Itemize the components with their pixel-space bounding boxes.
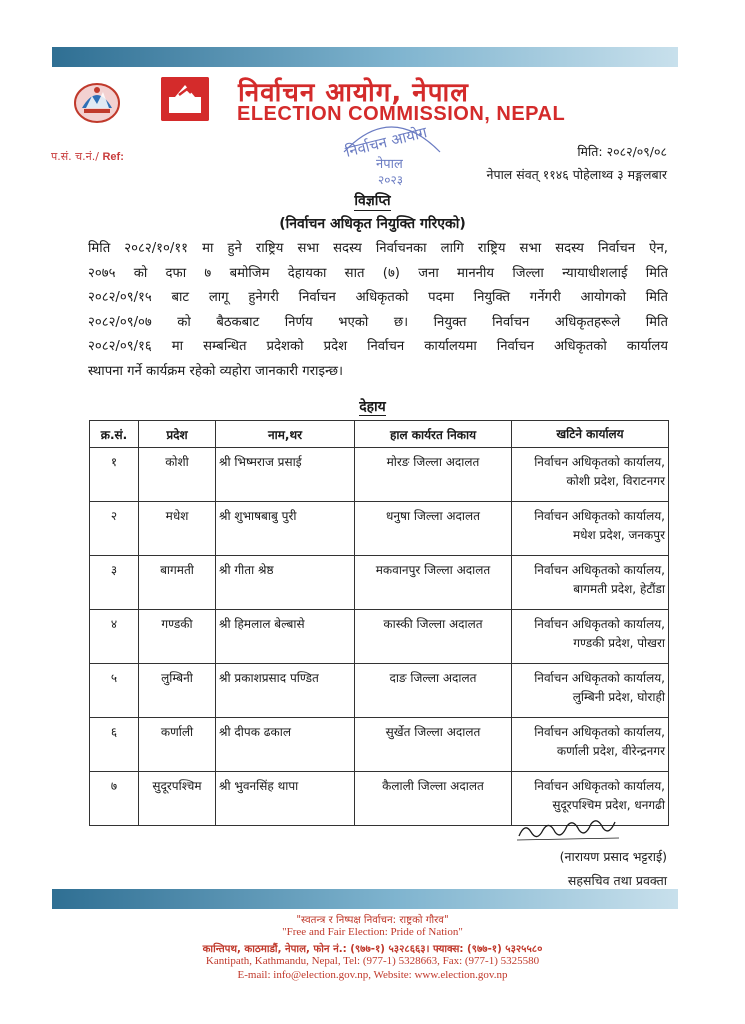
table-header-row [90,421,669,448]
cell-current-office-line: सुर्खेत जिल्ला अदालत [385,725,481,739]
cell-name-line: श्री प्रकाशप्रसाद पण्डित [219,671,319,685]
stamp-line-3: २०२३ [378,173,403,187]
org-name-nepali: निर्वाचन आयोग, नेपाल [238,78,469,108]
body-line: २०८२/०९/०७ को बैठकबाट निर्णय भएको छ। नियुक्त निर्वाचन अधिकृतहरूले मिति [88,314,668,330]
notice-title [0,191,745,210]
cell-current-office-line: मकवानपुर जिल्ला अदालत [375,563,491,577]
cell-name [216,772,355,826]
signer-title: सहसचिव तथा प्रवक्ता [567,873,667,888]
cell-assigned-office [512,502,669,556]
cell-province [139,718,216,772]
stamp-line-2: नेपाल [376,157,403,172]
table-row [90,664,669,718]
cell-province [139,556,216,610]
cell-serial-line: ३ [110,563,118,577]
body-line: स्थापना गर्ने कार्यक्रम रहेको व्यहोरा जानकारी गराइन्छ। [88,363,343,379]
nepal-sambat-line: नेपाल संवत् ११४६ पोहेलाथ्व ३ मङ्गलबार [486,167,667,182]
footer-motto-english: "Free and Fair Election: Pride of Nation" [282,926,463,938]
cell-assigned-office [512,718,669,772]
cell-current-office [355,718,512,772]
cell-current-office [355,502,512,556]
cell-province [139,664,216,718]
ref-nepali: प.सं. च.नं./ [51,150,99,163]
cell-current-office-line: कैलाली जिल्ला अदालत [382,779,484,793]
cell-assigned-office [512,448,669,502]
table-caption [0,397,745,416]
cell-serial [90,448,139,502]
cell-current-office [355,556,512,610]
reference-label [51,149,124,164]
signer-name: (नारायण प्रसाद भट्टराई) [559,849,667,864]
date-line: मिति: २०८२/०९/०८ [577,144,667,159]
cell-province-line: गण्डकी [161,617,193,631]
cell-assigned-office-line: गण्डकी प्रदेश, पोखरा [573,636,665,650]
footer-address-english: Kantipath, Kathmandu, Nepal, Tel: (977-1) 5328663, Fax: (977-1) 5325580 [205,955,540,967]
header-current-office: हाल कार्यरत निकाय [355,421,512,448]
cell-name-line: श्री भुवनसिंह थापा [219,779,299,793]
cell-province-line: बागमती [160,563,194,577]
cell-serial [90,610,139,664]
cell-serial-line: ६ [110,725,118,739]
table-row [90,718,669,772]
footer-band [52,889,678,909]
cell-serial-line: ५ [110,671,118,685]
cell-assigned-office-line: निर्वाचन अधिकृतको कार्यालय, [534,617,665,631]
cell-assigned-office-line: निर्वाचन अधिकृतको कार्यालय, [534,671,665,685]
election-commission-logo-icon [161,77,209,121]
cell-current-office-line: धनुषा जिल्ला अदालत [385,509,480,523]
cell-assigned-office [512,610,669,664]
cell-assigned-office-line: सुदूरपश्चिम प्रदेश, धनगढी [552,798,665,812]
cell-serial [90,718,139,772]
cell-serial [90,772,139,826]
cell-current-office [355,610,512,664]
cell-province [139,448,216,502]
cell-assigned-office [512,664,669,718]
cell-assigned-office-line: निर्वाचन अधिकृतको कार्यालय, [534,725,665,739]
notice-subtitle: (निर्वाचन अधिकृत नियुक्ति गरिएको) [279,216,466,232]
cell-assigned-office [512,556,669,610]
appointment-table [89,420,669,826]
cell-province-line: लुम्बिनी [161,671,193,685]
cell-assigned-office-line: कोशी प्रदेश, विराटनगर [566,474,665,488]
table-caption-text: देहाय [359,399,386,415]
cell-current-office-line: दाङ जिल्ला अदालत [389,671,477,685]
cell-assigned-office-line: निर्वाचन अधिकृतको कार्यालय, [534,779,665,793]
footer-address-nepali: कान्तिपथ, काठमाडौं, नेपाल, फोन नं.: (९७७-१) ५३२८६६३। फ्याक्स: (९७७-१) ५३२५५८० [202,944,543,955]
cell-serial-line: ४ [110,617,118,631]
notice-title-text: विज्ञप्ति [354,193,391,209]
cell-current-office [355,448,512,502]
stamp-line-1: निर्वाचन आयोग [343,123,429,161]
body-line: २०८२/०९/१६ मा सम्बन्धित प्रदेशको प्रदेश निर्वाचन कार्यालयमा निर्वाचन अधिकृतको कार्यालय [88,339,668,355]
cell-province-line: कर्णाली [160,725,194,739]
cell-serial [90,502,139,556]
cell-assigned-office-line: लुम्बिनी प्रदेश, घोराही [572,690,665,704]
cell-current-office-line: मोरङ जिल्ला अदालत [386,455,480,469]
cell-name [216,556,355,610]
cell-province-line: सुदूरपश्चिम [152,779,202,793]
ref-english: Ref: [102,151,124,163]
cell-current-office [355,664,512,718]
cell-name [216,718,355,772]
table-row [90,556,669,610]
cell-province [139,610,216,664]
cell-current-office-line: कास्की जिल्ला अदालत [383,617,483,631]
body-line: मिति २०८२/१०/११ मा हुने राष्ट्रिय सभा सदस्य निर्वाचनका लागि राष्ट्रिय सभा सदस्य निर्वाचन ऐन, [88,241,668,256]
table-row [90,610,669,664]
cell-name-line: श्री दीपक ढकाल [219,725,291,739]
cell-name [216,664,355,718]
cell-province [139,772,216,826]
signature-icon [515,814,625,844]
footer-motto-nepali: "स्वतन्त्र र निष्पक्ष निर्वाचन: राष्ट्रको गौरव" [296,915,449,926]
cell-name-line: श्री गीता श्रेष्ठ [219,563,274,577]
cell-serial-line: ७ [110,779,118,793]
cell-assigned-office-line: निर्वाचन अधिकृतको कार्यालय, [534,509,665,523]
table-row [90,448,669,502]
header-serial: क्र.सं. [90,421,139,448]
official-stamp-icon [336,108,446,190]
body-line: २०७५ को दफा ७ बमोजिम देहायका सात (७) जना माननीय जिल्ला न्यायाधीशलाई मिति [88,265,668,281]
cell-name [216,610,355,664]
cell-assigned-office-line: मधेश प्रदेश, जनकपुर [572,528,665,542]
cell-province [139,502,216,556]
cell-current-office [355,772,512,826]
cell-name [216,448,355,502]
cell-name-line: श्री भिष्मराज प्रसाई [219,455,302,469]
cell-name-line: श्री हिमलाल बेल्बासे [219,617,305,631]
org-name-english: ELECTION COMMISSION, NEPAL [237,103,566,125]
cell-serial-line: १ [110,455,118,469]
header-assigned-office: खटिने कार्यालय [512,421,669,448]
cell-assigned-office-line: निर्वाचन अधिकृतको कार्यालय, [534,455,665,469]
cell-assigned-office-line: कर्णाली प्रदेश, वीरेन्द्रनगर [556,744,665,758]
notice-body [88,237,668,385]
header-province: प्रदेश [139,421,216,448]
cell-province-line: कोशी [165,455,189,469]
cell-name-line: श्री शुभाषबाबु पुरी [219,509,297,523]
cell-serial-line: २ [110,509,118,523]
header-name: नाम,थर [216,421,355,448]
nepal-emblem-icon [72,78,122,124]
cell-name [216,502,355,556]
header-band [52,47,678,67]
cell-serial [90,664,139,718]
body-line: २०८२/०९/१५ बाट लागू हुनेगरी निर्वाचन अधिकृतको पदमा नियुक्ति गर्नेगरी आयोगको मिति [88,290,668,306]
cell-province-line: मधेश [165,509,189,523]
footer-contact: E-mail: info@election.gov.np, Website: www.election.gov.np [237,969,508,981]
cell-assigned-office-line: निर्वाचन अधिकृतको कार्यालय, [534,563,665,577]
cell-serial [90,556,139,610]
cell-assigned-office-line: बागमती प्रदेश, हेटौंडा [573,582,665,596]
table-row [90,502,669,556]
